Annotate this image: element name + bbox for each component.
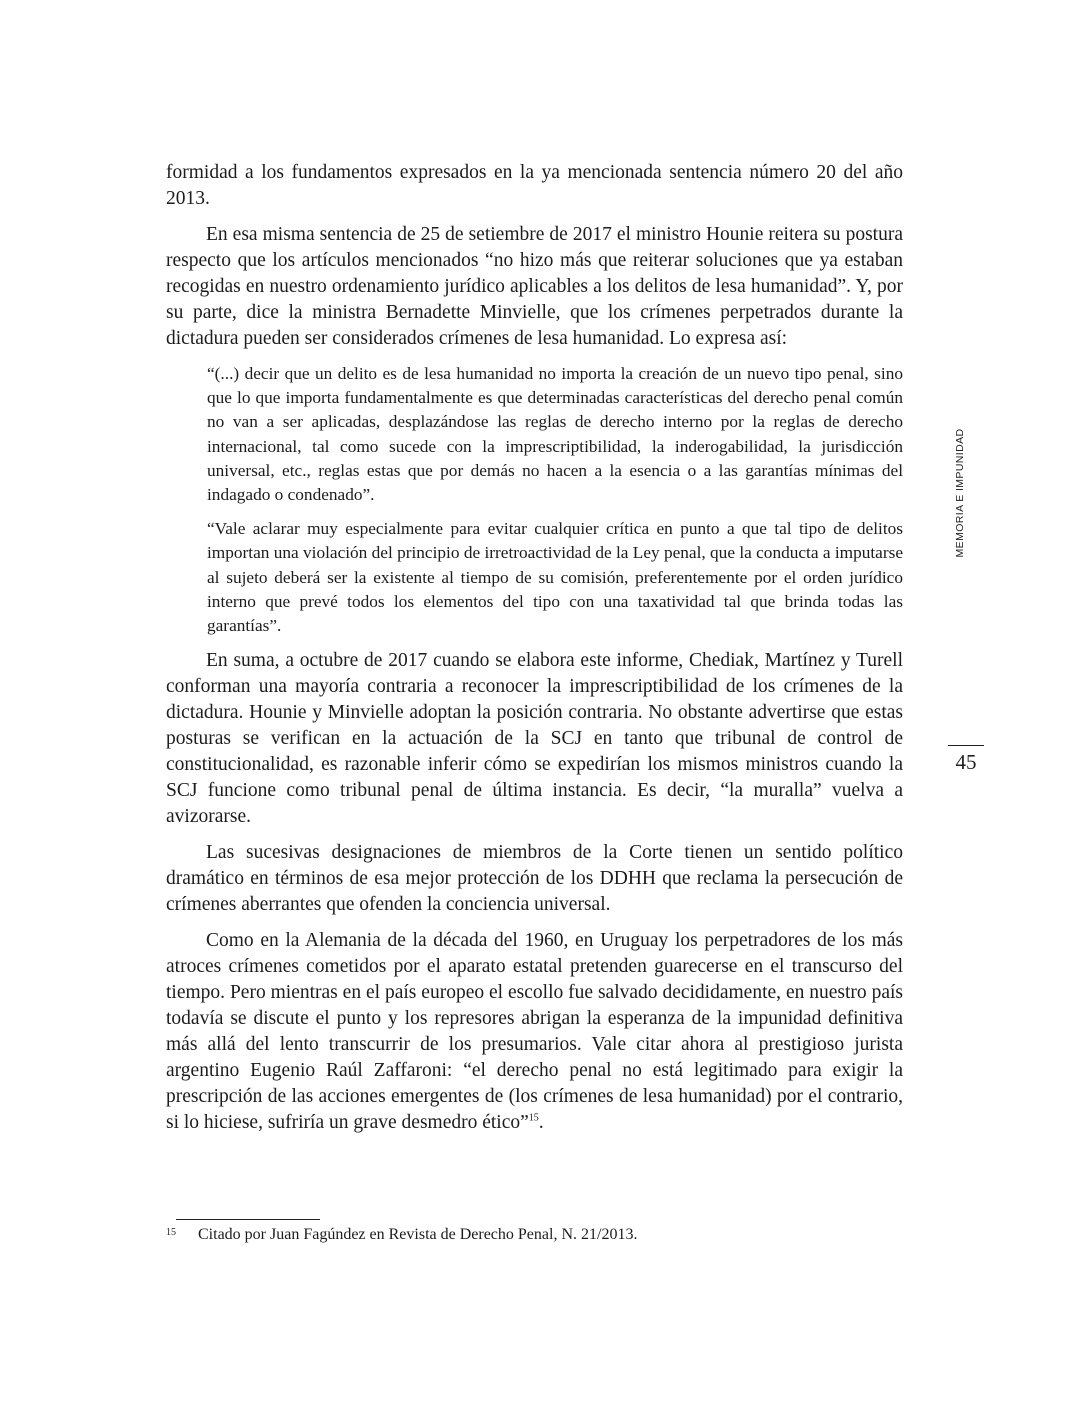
paragraph	[166, 928, 903, 1136]
block-quote: “Vale aclarar muy especialmente para evitar cualquier crítica en punto a que tal tipo de delitos importan una violación del principio de irretroactividad de la Ley penal, que la conducta a imputarse al sujeto deberá ser la existente al tiempo de su comisión, preferentemente por el orden jurídico interno que prevé todos los elementos del tipo con una taxatividad tal que brinda todas las garantías”.	[207, 519, 903, 636]
footnote-reference[interactable]: 15	[528, 1112, 539, 1124]
footnote-number: 15	[166, 1227, 176, 1238]
running-title-text: MEMORIA E IMPUNIDAD	[954, 428, 966, 558]
main-text	[166, 160, 903, 1136]
footnote-text: Citado por Juan Fagúndez en Revista de Derecho Penal, N. 21/2013.	[198, 1226, 638, 1243]
page-number: 45	[955, 750, 977, 774]
page-number-rule	[948, 745, 984, 746]
block-quote: “(...) decir que un delito es de lesa humanidad no importa la creación de un nuevo tipo penal, sino que lo que importa fundamentalmente es que determinadas características del derecho penal común no van a ser aplicadas, desplazándose las reglas de derecho interno por la reglas de derecho internacional, tal como sucede con la imprescriptibilidad, la inderogabilidad, la jurisdicción universal, etc., reglas estas que por demás no hacen a la esencia o a las garantías mínimas del indagado o condenado”.	[207, 364, 903, 505]
paragraph: En suma, a octubre de 2017 cuando se elabora este informe, Chediak, Martínez y Turell conforman una mayoría contraria a reconocer la imprescriptibilidad de los crímenes de la dictadura. Hounie y Minvielle adoptan la posición contraria. No obstante advertirse que estas posturas se verifican en la actuación de la SCJ en tanto que tribunal de control de constitucionalidad, es razonable inferir cómo se expedirían los mismos ministros cuando la SCJ funcione como tribunal penal de última instancia. Es decir, “la muralla” vuelva a avizorarse.	[166, 650, 903, 828]
paragraph: En esa misma sentencia de 25 de setiembre de 2017 el ministro Hounie reitera su postura respecto que los artículos mencionados “no hizo más que reiterar soluciones que ya estaban recogidas en nuestro ordenamiento jurídico aplicables a los delitos de lesa humanidad”. Y, por su parte, dice la ministra Bernadette Minvielle, que los crímenes perpetrados durante la dictadura pueden ser considerados crímenes de lesa humanidad. Lo expresa así:	[166, 224, 903, 349]
footnote-divider	[176, 1219, 320, 1220]
paragraph: Las sucesivas designaciones de miembros de la Corte tienen un sentido político dramático en términos de esa mejor protección de los DDHH que reclama la persecución de crímenes aberrantes que ofenden la conciencia universal.	[166, 842, 903, 916]
paragraph-end: .	[538, 1112, 544, 1134]
paragraph-text: Como en la Alemania de la década del 1960, en Uruguay los perpetradores de los más atroces crímenes cometidos por el aparato estatal pretenden guarecerse en el transcurso del tiempo. Pero mientras en el país europeo el escollo fue salvado decididamente, en nuestro país todavía se discute el punto y los represores abrigan la esperanza de la impunidad definitiva más allá del lento transcurrir de los presumarios. Vale citar ahora al prestigioso jurista argentino Eugenio Raúl Zaffaroni: “el derecho penal no está legitimado para exigir la prescripción de las acciones emergentes de (los crímenes de lesa humanidad) por el contrario, si lo hiciese, sufriría un grave desmedro ético”	[166, 930, 903, 1134]
paragraph: formidad a los fundamentos expresados en la ya mencionada sentencia número 20 del año 2013.	[166, 162, 903, 209]
running-title	[952, 418, 968, 568]
